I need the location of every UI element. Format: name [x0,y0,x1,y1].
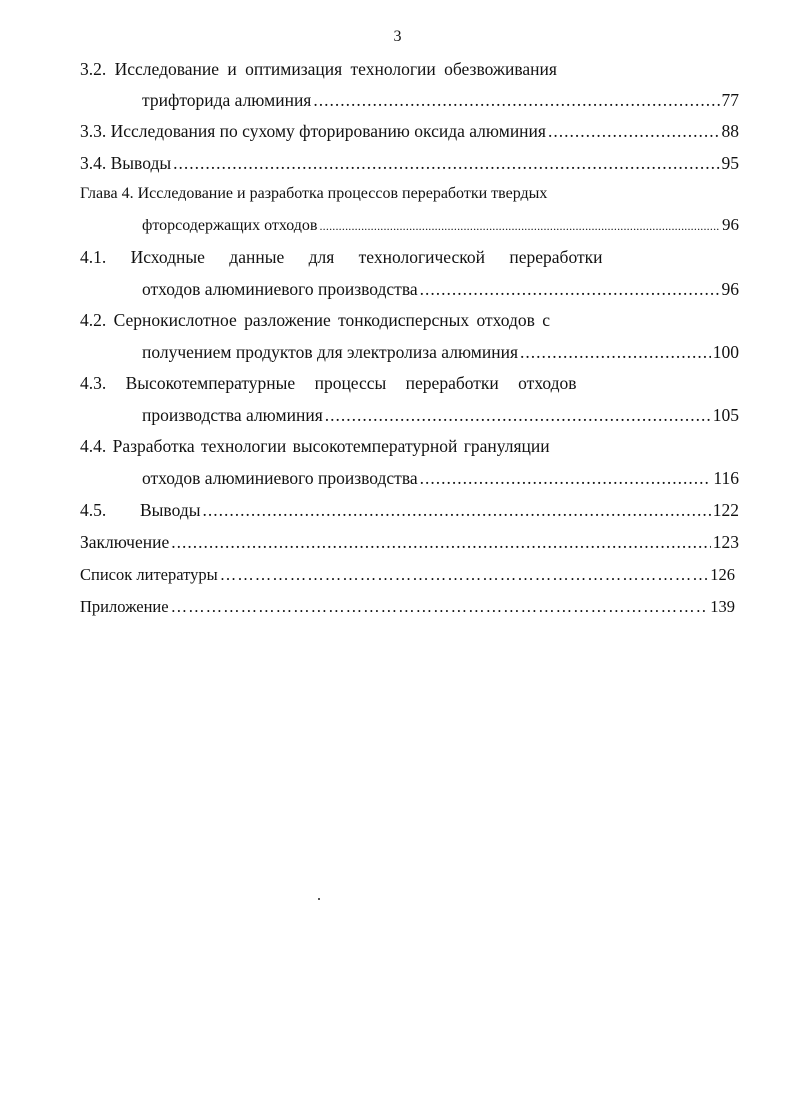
toc-entry-number: 4.5. [80,500,107,520]
toc-entry-3-3[interactable] [80,120,739,142]
toc-entry-text: 4.4. Разработка технологии высокотемпературной грануляции [80,436,550,456]
toc-entry-3-2[interactable] [142,89,739,111]
toc-page-number: 95 [721,153,739,173]
dot-leader [171,531,711,553]
toc-entry-text: Глава 4. Исследование и разработка процессов переработки твердых [80,185,548,202]
toc-entry-text: фторсодержащих отходов [142,217,318,234]
toc-entry-4-3-title [80,372,632,394]
toc-entry-4-5[interactable] [80,499,739,521]
toc-entry-text: получением продуктов для электролиза алюминия [142,342,519,362]
toc-page-number: 100 [712,342,739,362]
toc-entry-text: производства алюминия [142,405,323,425]
dot-leader [420,467,712,489]
toc-entry-4-1-title [80,246,632,268]
toc-entry-text: трифторида алюминия [142,90,312,110]
toc-page-number: 116 [713,468,739,488]
toc-entry-4-4[interactable] [142,467,739,489]
toc-page-number: 126 [710,565,735,584]
toc-entry-text: отходов алюминиевого производства [142,468,418,488]
scan-speck [318,898,320,900]
toc-entry-conclusion[interactable] [80,531,739,553]
toc-entry-3-4[interactable] [80,152,739,174]
dot-leader [325,404,711,426]
toc-entry-text: 3.3. Исследования по сухому фторированию оксида алюминия [80,121,546,141]
dot-leader [173,152,719,174]
toc-entry-4-2[interactable] [142,341,739,363]
toc-entry-references[interactable] [80,564,735,586]
toc-page-number: 123 [712,532,739,552]
toc-entry-text: 4.3. Высокотемпературные процессы переработки отходов [80,373,577,393]
toc-entry-text: Выводы [140,500,201,520]
page-number: 3 [393,28,402,45]
toc-page-number: 96 [721,279,739,299]
toc-entry-text: Список литературы [80,565,218,584]
dot-leader [420,278,720,300]
toc-page-number: 96 [722,215,739,234]
dot-leader [171,596,709,618]
toc-entry-4-3[interactable] [142,404,739,426]
toc-entry-4-4-title [80,435,632,457]
dot-leader [202,499,710,521]
toc-entry-chapter-4[interactable] [142,214,739,237]
toc-entry-text: 4.2. Сернокислотное разложение тонкодисперсных отходов с [80,310,551,330]
dot-leader [313,89,719,111]
toc-entry-text: 3.4. Выводы [80,153,172,173]
toc-page-number: 77 [721,90,739,110]
dot-leader [220,564,709,586]
dot-leader [548,120,720,142]
toc-entry-text: Заключение [80,532,170,552]
toc-page-number: 88 [721,121,739,141]
toc-entry-chapter-4-title [80,183,547,205]
toc-page-number: 139 [710,597,735,616]
toc-entry-4-2-title [80,309,632,331]
toc-entry-text: 3.2. Исследование и оптимизация технологии обезвоживания [80,59,557,79]
toc-entry-text: 4.1. Исходные данные для технологической переработки [80,247,603,267]
toc-entry-text: Приложение [80,597,169,616]
toc-entry-4-1[interactable] [142,278,739,300]
toc-entry-text: отходов алюминиевого производства [142,279,418,299]
dot-leader [520,341,711,363]
toc-entry-3-2-title [80,58,632,80]
toc-page-number: 105 [712,405,739,425]
toc-page-number: 122 [712,500,739,520]
toc-entry-appendix[interactable] [80,596,735,618]
dot-leader [319,215,720,237]
